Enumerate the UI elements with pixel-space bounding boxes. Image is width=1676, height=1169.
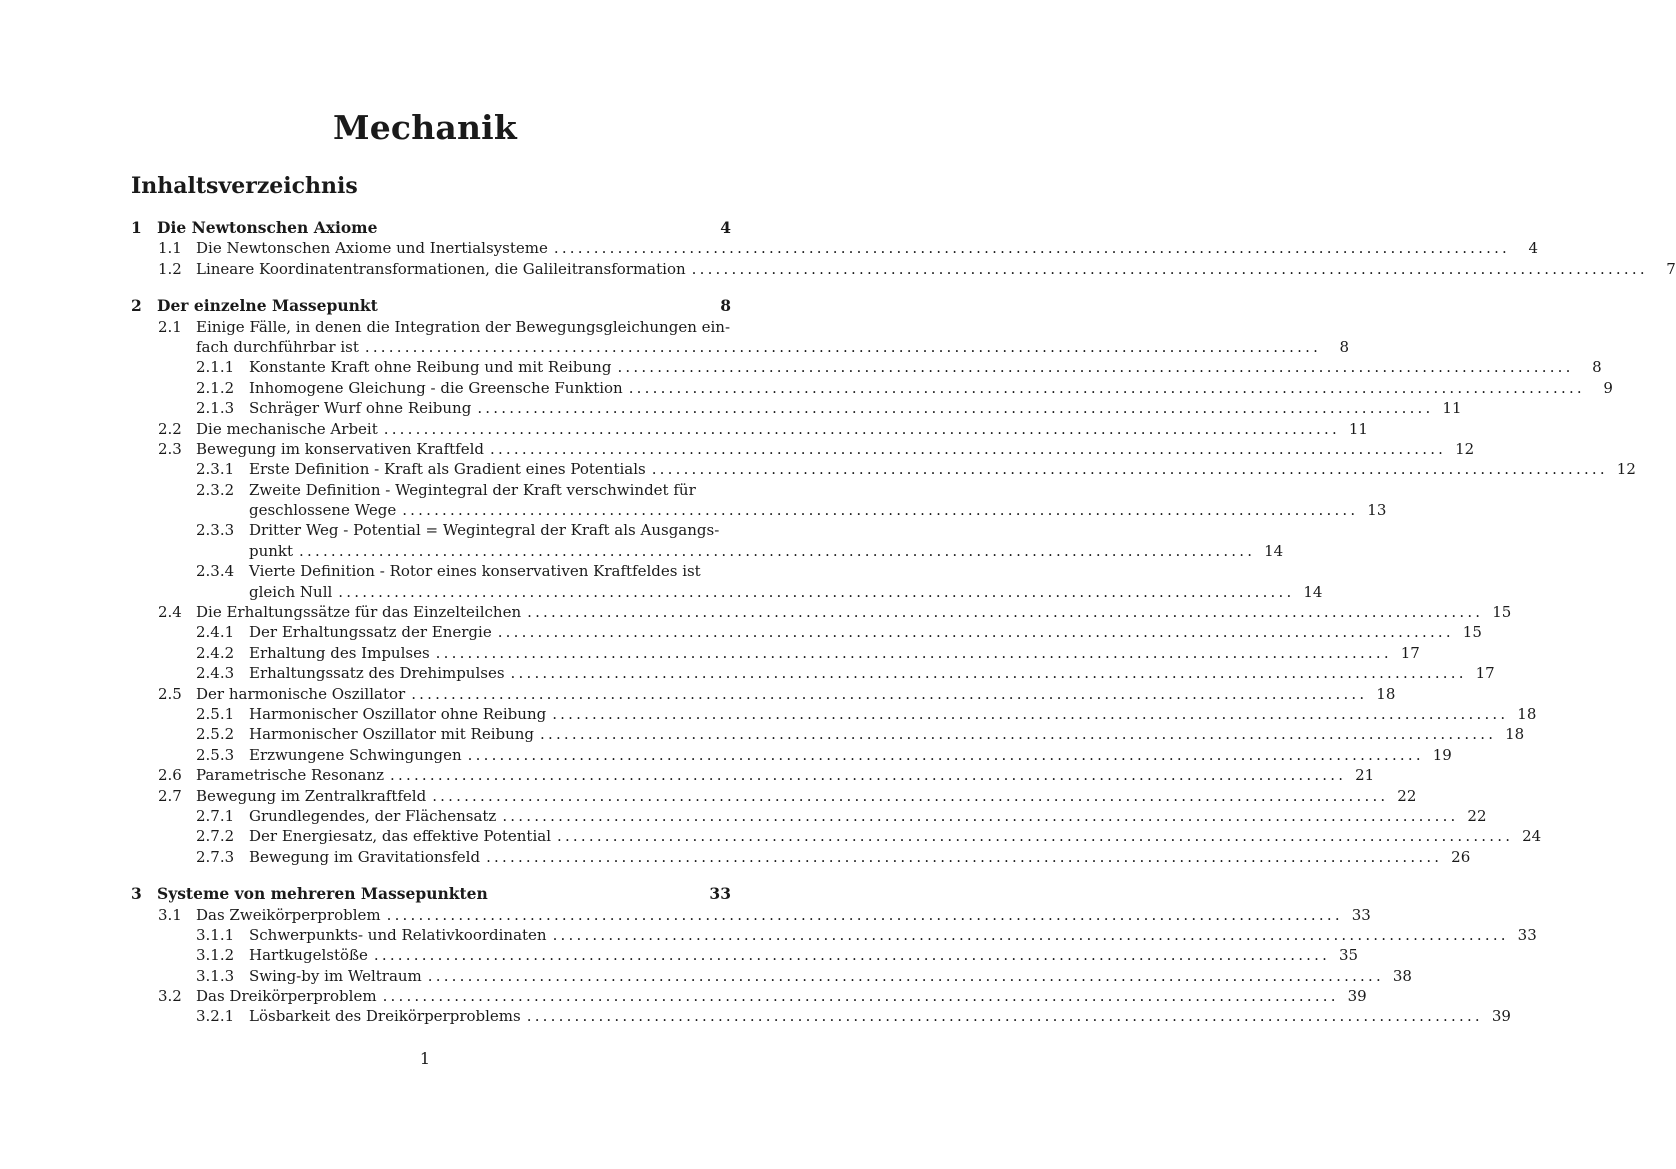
- toc-page: 33: [1517, 925, 1537, 944]
- toc-page: 8: [1592, 358, 1602, 377]
- toc-subsection[interactable]: [131, 966, 1412, 986]
- toc-section[interactable]: [131, 238, 1539, 258]
- toc-number: 2.5.1: [196, 704, 235, 723]
- toc-label: Bewegung im Zentralkraftfeld: [196, 786, 427, 805]
- toc-page: 13: [1367, 501, 1387, 520]
- toc-page: 18: [1517, 704, 1537, 723]
- toc-label: Vierte Definition - Rotor eines konservativen Kraftfeldes ist: [249, 562, 701, 581]
- toc-label: Lineare Koordinatentransformationen, die Galileitransformation: [196, 259, 686, 278]
- leader-dots: ........................................................................................................................: [557, 827, 1514, 846]
- toc-page: 11: [1442, 399, 1462, 418]
- toc-number: 2.7.3: [196, 847, 235, 866]
- toc-subsection[interactable]: [131, 704, 1537, 724]
- leader-dots: ........................................................................................................................: [552, 704, 1509, 723]
- toc-page: 39: [1491, 1007, 1511, 1026]
- document-title: Mechanik: [333, 108, 517, 147]
- toc-label: Parametrische Resonanz: [196, 766, 385, 785]
- toc-heading: Inhaltsverzeichnis: [131, 173, 358, 199]
- toc-label: Grundlegendes, der Flächensatz: [249, 806, 497, 825]
- toc-page: 14: [1264, 541, 1284, 560]
- leader-dots: ........................................................................................................................: [390, 766, 1347, 785]
- leader-dots: ........................................................................................................................: [432, 786, 1389, 805]
- toc-number: 1.2: [158, 259, 182, 278]
- leader-dots: ........................................................................................................................: [338, 582, 1295, 601]
- toc-page: 19: [1432, 745, 1452, 764]
- leader-dots: ........................................................................................................................: [527, 603, 1484, 622]
- leader-dots: ........................................................................................................................: [411, 684, 1368, 703]
- toc-page: 33: [709, 884, 731, 904]
- toc-label: Bewegung im Gravitationsfeld: [249, 847, 481, 866]
- toc-page: 17: [1475, 664, 1495, 683]
- toc-subsection[interactable]: [131, 520, 731, 540]
- leader-dots: ........................................................................................................................: [477, 399, 1434, 418]
- toc-number: 2.4.3: [196, 664, 235, 683]
- toc-page: 4: [1528, 239, 1539, 258]
- toc-label: Swing-by im Weltraum: [249, 966, 422, 985]
- toc-page: 38: [1392, 966, 1412, 985]
- toc-subsection[interactable]: [131, 480, 731, 500]
- toc-label: Erste Definition - Kraft als Gradient eines Potentials: [249, 460, 646, 479]
- toc-label: Konstante Kraft ohne Reibung und mit Reibung: [249, 358, 612, 377]
- toc-number: 2.2: [158, 419, 182, 438]
- toc-number: 3.1.2: [196, 946, 235, 965]
- toc-subsection-continued[interactable]: [131, 500, 1387, 520]
- toc-page: 4: [720, 218, 731, 237]
- toc-chapter[interactable]: [131, 884, 731, 904]
- toc-page: 33: [1351, 905, 1371, 924]
- toc-number: 2.1.3: [196, 399, 235, 418]
- toc-subsection[interactable]: [131, 1006, 1511, 1026]
- leader-dots: ........................................................................................................................: [617, 358, 1574, 377]
- toc-page: 18: [1505, 725, 1525, 744]
- toc-label: Das Dreikörperproblem: [196, 987, 377, 1006]
- toc-number: 3.1.3: [196, 966, 235, 985]
- toc-label: Die Newtonschen Axiome und Inertialsysteme: [196, 239, 548, 258]
- leader-dots: ........................................................................................................................: [467, 745, 1424, 764]
- toc-number: 2.3: [158, 439, 182, 458]
- toc-section[interactable]: [131, 439, 1475, 459]
- toc-subsection-continued[interactable]: [131, 582, 1323, 602]
- toc-number: 2.3.4: [196, 562, 235, 581]
- toc-page: 11: [1348, 419, 1368, 438]
- leader-dots: ........................................................................................................................: [486, 847, 1443, 866]
- leader-dots: ........................................................................................................................: [386, 905, 1343, 924]
- toc-number: 2.1.2: [196, 378, 235, 397]
- toc-label: gleich Null: [249, 582, 333, 601]
- toc-page: 17: [1400, 643, 1420, 662]
- toc-subsection[interactable]: [131, 643, 1420, 663]
- toc-number: 2.7.2: [196, 827, 235, 846]
- toc-page: 22: [1467, 806, 1487, 825]
- toc-section[interactable]: [131, 317, 731, 337]
- toc-subsection[interactable]: [131, 622, 1482, 642]
- toc-subsection[interactable]: [131, 745, 1452, 765]
- toc-number: 2.4.1: [196, 623, 235, 642]
- toc-label: Erzwungene Schwingungen: [249, 745, 462, 764]
- toc-label: Systeme von mehreren Massepunkten: [157, 884, 488, 904]
- leader-dots: ........................................................................................................................: [691, 259, 1648, 278]
- leader-dots: ........................................................................................................................: [502, 806, 1459, 825]
- page-number: 1: [419, 1049, 431, 1068]
- toc-page: 12: [1455, 439, 1475, 458]
- toc-number: 1.1: [158, 239, 182, 258]
- leader-dots: ........................................................................................................................: [553, 239, 1511, 258]
- toc-page: 26: [1451, 847, 1471, 866]
- toc-page: 15: [1492, 603, 1512, 622]
- toc-subsection[interactable]: [131, 398, 1462, 418]
- toc-label: Der Energiesatz, das effektive Potential: [249, 827, 551, 846]
- toc-label: Schwerpunkts- und Relativkoordinaten: [249, 925, 547, 944]
- toc-number: 3.2: [158, 987, 182, 1006]
- toc-label: fach durchführbar ist: [196, 337, 359, 356]
- toc-page: 18: [1376, 684, 1396, 703]
- toc-label: Die Erhaltungssätze für das Einzelteilchen: [196, 603, 522, 622]
- toc-subsection[interactable]: [131, 724, 1525, 744]
- toc-page: 22: [1397, 786, 1417, 805]
- toc-section[interactable]: [131, 986, 1367, 1006]
- toc-label: Der einzelne Massepunkt: [157, 296, 378, 316]
- toc-number: 2.5: [158, 684, 182, 703]
- toc-number: 1: [131, 218, 142, 237]
- leader-dots: ........................................................................................................................: [364, 337, 1322, 356]
- toc-subsection-continued[interactable]: [131, 541, 1284, 561]
- leader-dots: ........................................................................................................................: [497, 623, 1454, 642]
- toc-number: 2.4: [158, 603, 182, 622]
- toc-number: 2.7.1: [196, 806, 235, 825]
- toc-number: 2.3.3: [196, 521, 235, 540]
- toc-page: 8: [1339, 337, 1350, 356]
- toc-label: Bewegung im konservativen Kraftfeld: [196, 439, 484, 458]
- toc-label: Zweite Definition - Wegintegral der Kraft verschwindet für: [249, 480, 696, 499]
- toc-label: Die mechanische Arbeit: [196, 419, 378, 438]
- toc-page: 35: [1338, 946, 1359, 965]
- toc-number: 2.4.2: [196, 643, 235, 662]
- toc-subsection[interactable]: [131, 459, 1636, 479]
- toc-page: 39: [1347, 987, 1367, 1006]
- leader-dots: ........................................................................................................................: [540, 725, 1497, 744]
- leader-dots: ........................................................................................................................: [402, 501, 1359, 520]
- toc-number: 2.1: [158, 317, 182, 336]
- toc-page: 24: [1522, 827, 1542, 846]
- toc-page: 7: [1666, 259, 1676, 278]
- toc-section[interactable]: [131, 684, 1396, 704]
- toc-page: 15: [1462, 623, 1482, 642]
- toc-number: 3: [131, 884, 142, 904]
- toc-label: Der Erhaltungssatz der Energie: [249, 623, 492, 642]
- toc-number: 3.1: [158, 905, 182, 924]
- toc-label: Lösbarkeit des Dreikörperproblems: [249, 1007, 521, 1026]
- toc-section[interactable]: [131, 765, 1375, 785]
- toc-section[interactable]: [131, 419, 1368, 439]
- toc-subsection[interactable]: [131, 561, 731, 581]
- toc-label: Harmonischer Oszillator ohne Reibung: [249, 704, 547, 723]
- table-of-contents: [131, 218, 1676, 1027]
- toc-label: Inhomogene Gleichung - die Greensche Funktion: [249, 378, 623, 397]
- toc-page: 14: [1303, 582, 1323, 601]
- leader-dots: ........................................................................................................................: [382, 987, 1339, 1006]
- leader-dots: ........................................................................................................................: [489, 439, 1447, 458]
- toc-section[interactable]: [131, 602, 1512, 622]
- toc-subsection[interactable]: [131, 945, 1359, 965]
- leader-dots: ........................................................................................................................: [427, 966, 1384, 985]
- toc-chapter[interactable]: [131, 218, 731, 238]
- leader-dots: ........................................................................................................................: [526, 1007, 1483, 1026]
- toc-subsection[interactable]: [131, 357, 1602, 377]
- toc-subsection[interactable]: [131, 925, 1537, 945]
- toc-label: Hartkugelstöße: [249, 946, 368, 965]
- toc-subsection[interactable]: [131, 378, 1613, 398]
- toc-number: 2.3.2: [196, 480, 235, 499]
- toc-page: 9: [1603, 378, 1613, 397]
- toc-number: 3.2.1: [196, 1007, 235, 1026]
- toc-subsection[interactable]: [131, 806, 1487, 826]
- leader-dots: ........................................................................................................................: [383, 419, 1340, 438]
- toc-label: Die Newtonschen Axiome: [157, 218, 378, 237]
- toc-subsection[interactable]: [131, 663, 1495, 683]
- toc-label: Schräger Wurf ohne Reibung: [249, 399, 472, 418]
- toc-number: 2: [131, 296, 142, 316]
- toc-page: 21: [1355, 766, 1375, 785]
- toc-subsection[interactable]: [131, 826, 1542, 846]
- leader-dots: ........................................................................................................................: [510, 664, 1467, 683]
- toc-label: Erhaltung des Impulses: [249, 643, 430, 662]
- leader-dots: ........................................................................................................................: [373, 946, 1331, 965]
- toc-number: 2.5.3: [196, 745, 235, 764]
- toc-subsection[interactable]: [131, 847, 1471, 867]
- toc-label: Das Zweikörperproblem: [196, 905, 381, 924]
- toc-number: 3.1.1: [196, 925, 235, 944]
- toc-section[interactable]: [131, 905, 1371, 925]
- toc-label: Dritter Weg - Potential = Wegintegral der Kraft als Ausgangs-: [249, 521, 720, 540]
- toc-number: 2.7: [158, 786, 182, 805]
- toc-number: 2.3.1: [196, 460, 235, 479]
- leader-dots: ........................................................................................................................: [628, 378, 1585, 397]
- toc-section[interactable]: [131, 786, 1417, 806]
- toc-chapter[interactable]: [131, 296, 731, 316]
- toc-label: Der harmonische Oszillator: [196, 684, 406, 703]
- toc-section[interactable]: [131, 259, 1676, 279]
- toc-label: punkt: [249, 541, 294, 560]
- leader-dots: ........................................................................................................................: [651, 460, 1608, 479]
- toc-section-continued[interactable]: [131, 337, 1350, 357]
- toc-label: Einige Fälle, in denen die Integration der Bewegungsgleichungen ein-: [196, 317, 731, 336]
- toc-number: 2.1.1: [196, 358, 235, 377]
- toc-number: 2.5.2: [196, 725, 235, 744]
- toc-page: 8: [720, 296, 731, 316]
- leader-dots: ........................................................................................................................: [435, 643, 1392, 662]
- leader-dots: ........................................................................................................................: [552, 925, 1509, 944]
- toc-page: 12: [1616, 460, 1636, 479]
- toc-number: 2.6: [158, 766, 182, 785]
- toc-label: Harmonischer Oszillator mit Reibung: [249, 725, 535, 744]
- toc-label: geschlossene Wege: [249, 501, 397, 520]
- toc-label: Erhaltungssatz des Drehimpulses: [249, 664, 505, 683]
- leader-dots: ........................................................................................................................: [299, 541, 1256, 560]
